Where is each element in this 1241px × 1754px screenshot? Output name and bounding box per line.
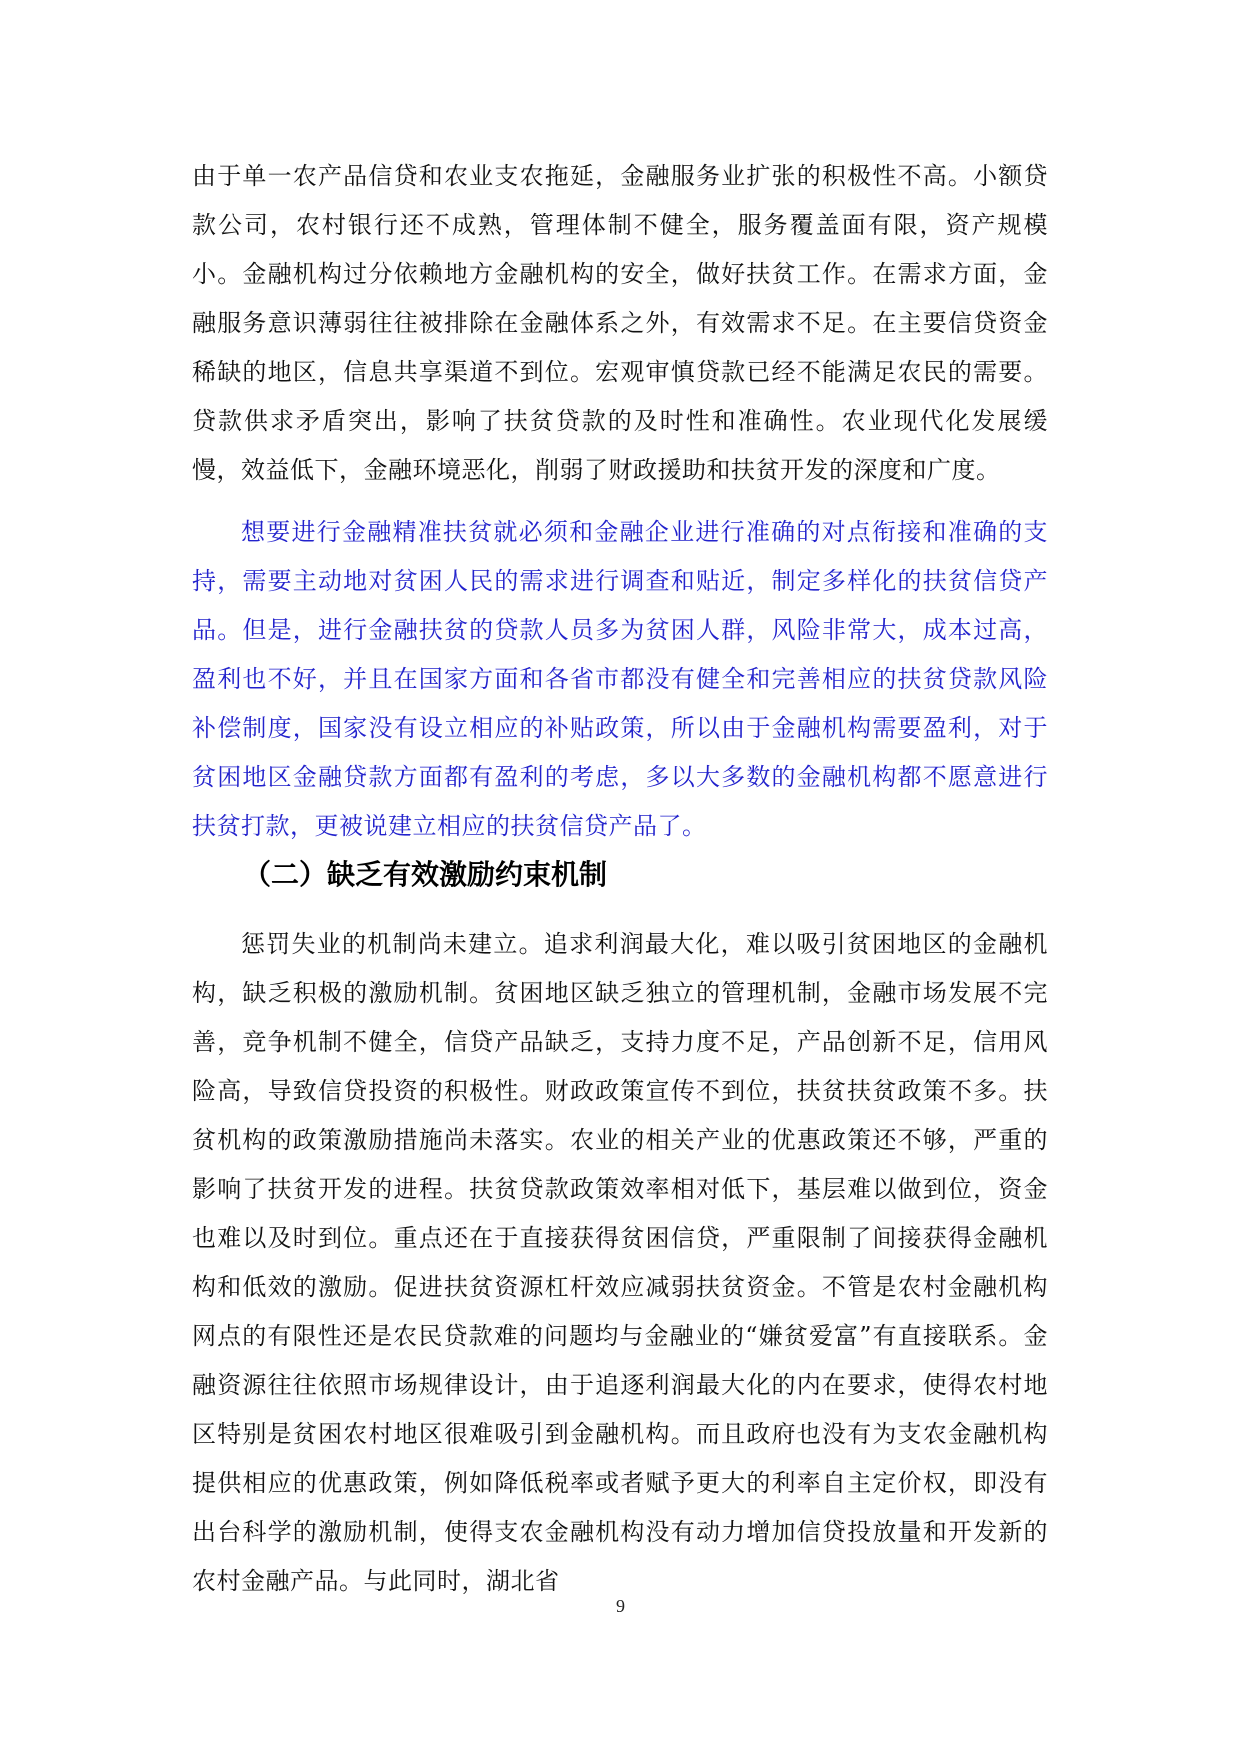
highlighted-paragraph: 想要进行金融精准扶贫就必须和金融企业进行准确的对点衔接和准确的支持，需要主动地对贫困人民的需求进行调查和贴近，制定多样化的扶贫信贷产品。但是，进行金融扶贫的贷款人员多为贫困人群，风险非常大，成本过高，盈利也不好，并且在国家方面和各省市都没有健全和完善相应的扶贫贷款风险补偿制度，国家没有设立相应的补贴政策，所以由于金融机构需要盈利，对于贫困地区金融贷款方面都有盈利的考虑，多以大多数的金融机构都不愿意进行扶贫打款，更被说建立相应的扶贫信贷产品了。 — [192, 518, 1048, 840]
page-number: 9 — [616, 1596, 625, 1616]
body-paragraph-3: 惩罚失业的机制尚未建立。追求利润最大化，难以吸引贫困地区的金融机构，缺乏积极的激励机制。贫困地区缺乏独立的管理机制，金融市场发展不完善，竞争机制不健全，信贷产品缺乏，支持力度不足，产品创新不足，信用风险高，导致信贷投资的积极性。财政政策宣传不到位，扶贫扶贫政策不多。扶贫机构的政策激励措施尚未落实。农业的相关产业的优惠政策还不够，严重的影响了扶贫开发的进程。扶贫贷款政策效率相对低下，基层难以做到位，资金也难以及时到位。重点还在于直接获得贫困信贷，严重限制了间接获得金融机构和低效的激励。促进扶贫资源杠杆效应减弱扶贫资金。不管是农村金融机构网点的有限性还是农民贷款难的问题均与金融业的“嫌贫爱富”有直接联系。金融资源往往依照市场规律设计，由于追逐利润最大化的内在要求，使得农村地区特别是贫困农村地区很难吸引到金融机构。而且政府也没有为支农金融机构提供相应的优惠政策，例如降低税率或者赋予更大的利率自主定价权，即没有出台科学的激励机制，使得支农金融机构没有动力增加信贷投放量和开发新的农村金融产品。与此同时，湖北省 — [192, 930, 1048, 1595]
section-heading: （二）缺乏有效激励约束机制 — [243, 858, 608, 891]
body-paragraph-1: 由于单一农产品信贷和农业支农拖延，金融服务业扩张的积极性不高。小额贷款公司，农村银行还不成熟，管理体制不健全，服务覆盖面有限，资产规模小。金融机构过分依赖地方金融机构的安全，做好扶贫工作。在需求方面，金融服务意识薄弱往往被排除在金融体系之外，有效需求不足。在主要信贷资金稀缺的地区，信息共享渠道不到位。宏观审慎贷款已经不能满足农民的需要。贷款供求矛盾突出，影响了扶贫贷款的及时性和准确性。农业现代化发展缓慢，效益低下，金融环境恶化，削弱了财政援助和扶贫开发的深度和广度。 — [192, 162, 1048, 484]
